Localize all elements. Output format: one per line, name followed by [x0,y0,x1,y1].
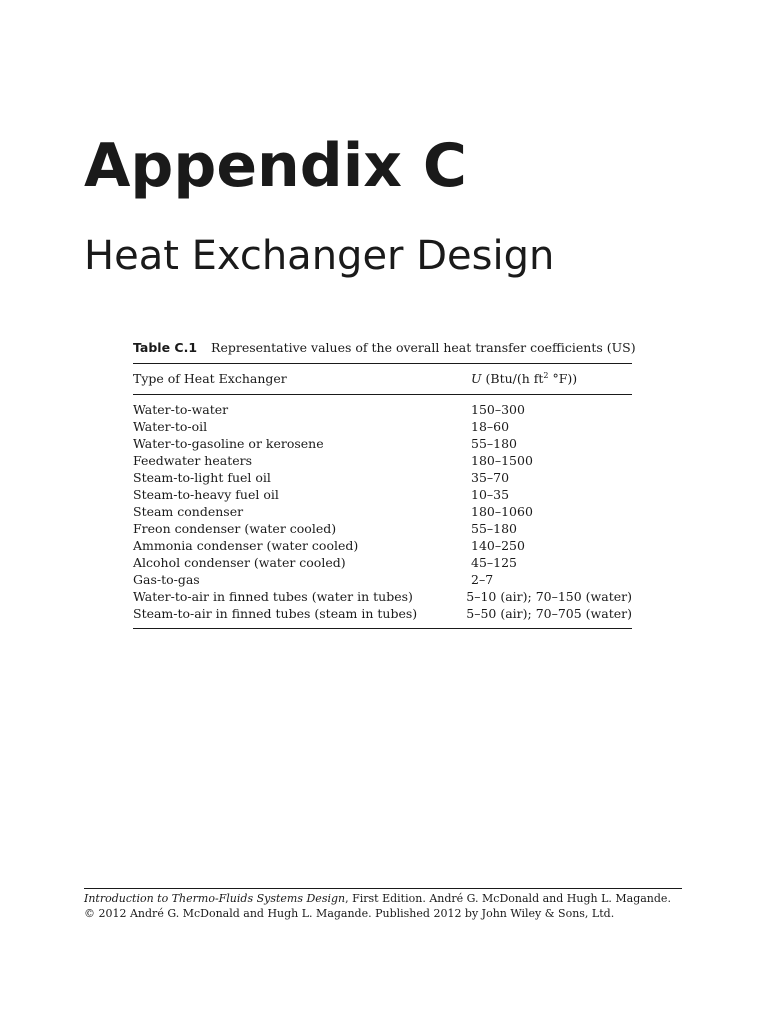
table-row [133,571,632,588]
table-header-row [133,364,632,394]
cell-u-value: 18–60 [471,419,510,434]
table-row [133,588,632,605]
table-c1 [133,337,636,629]
table-bottom-rule [133,628,632,629]
cell-exchanger-type: Alcohol condenser (water cooled) [133,555,346,570]
cell-u-value: 2–7 [471,572,494,587]
footer-line-2: © 2012 André G. McDonald and Hugh L. Magande. Published 2012 by John Wiley & Sons, Ltd. [84,907,615,920]
cell-u-value: 5–50 (air); 70–705 (water) [466,606,632,621]
footer-book-title: Introduction to Thermo-Fluids Systems Design [84,892,346,905]
cell-exchanger-type: Water-to-air in finned tubes (water in tubes) [133,589,413,604]
u-symbol: U [471,371,482,386]
table-row [133,401,632,418]
cell-u-value: 55–180 [471,521,518,536]
table-row [133,452,632,469]
table-caption-text: Representative values of the overall heat transfer coefficients (US) [211,340,636,355]
u-units-post: °F)) [548,371,578,386]
table-body [133,395,632,628]
cell-exchanger-type: Water-to-oil [133,419,208,434]
footer-line-1 [84,891,671,906]
cell-u-value: 10–35 [471,487,510,502]
footer [84,891,671,921]
u-units-sup: 2 [543,371,549,380]
cell-exchanger-type: Steam condenser [133,504,244,519]
cell-u-value: 35–70 [471,470,510,485]
cell-exchanger-type: Water-to-water [133,402,229,417]
cell-exchanger-type: Steam-to-light fuel oil [133,470,271,485]
table-row [133,554,632,571]
table-row [133,537,632,554]
cell-exchanger-type: Steam-to-air in finned tubes (steam in tubes) [133,606,418,621]
cell-u-value: 5–10 (air); 70–150 (water) [466,589,632,604]
header-type-of-heat-exchanger: Type of Heat Exchanger [133,371,287,386]
cell-u-value: 180–1060 [471,504,533,519]
cell-u-value: 45–125 [471,555,518,570]
footer-line-1-rest: , First Edition. André G. McDonald and Hugh L. Magande. [345,892,671,905]
table-caption [133,337,636,359]
cell-u-value: 140–250 [471,538,525,553]
table-row [133,503,632,520]
table-row [133,605,632,622]
table-row [133,520,632,537]
table-label: Table C.1 [133,340,198,355]
chapter-subtitle: Heat Exchanger Design [84,233,555,279]
cell-u-value: 55–180 [471,436,518,451]
cell-exchanger-type: Feedwater heaters [133,453,253,468]
u-units-pre: (Btu/(h ft [481,371,544,386]
table-row [133,469,632,486]
cell-u-value: 180–1500 [471,453,533,468]
table-row [133,486,632,503]
cell-exchanger-type: Water-to-gasoline or kerosene [133,436,324,451]
appendix-title: Appendix C [84,131,467,201]
cell-exchanger-type: Gas-to-gas [133,572,200,587]
header-u-value [471,364,632,394]
cell-exchanger-type: Steam-to-heavy fuel oil [133,487,279,502]
cell-exchanger-type: Freon condenser (water cooled) [133,521,337,536]
cell-exchanger-type: Ammonia condenser (water cooled) [133,538,359,553]
table-row [133,418,632,435]
table-row [133,435,632,452]
cell-u-value: 150–300 [471,402,525,417]
footer-rule [84,888,682,889]
